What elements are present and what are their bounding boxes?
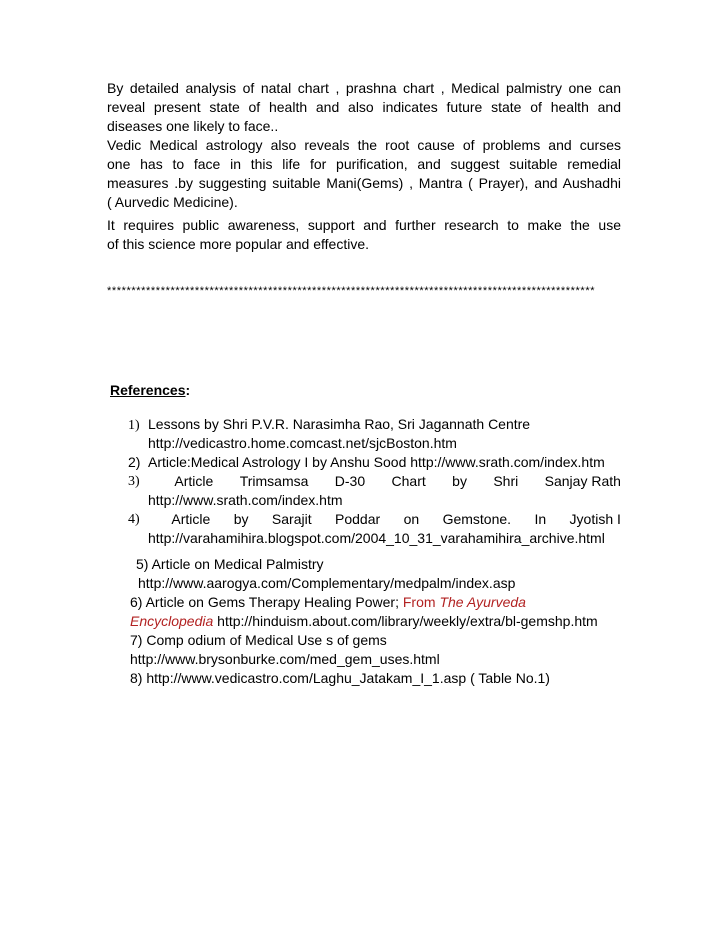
text-line: of this science more popular and effective. (107, 236, 370, 252)
reference-8[interactable]: 8) http://www.vedicastro.com/Laghu_Jatakam_I_1.asp ( Table No.1) (130, 670, 550, 686)
paragraph-1 (107, 79, 621, 212)
text-line: ( Aurvedic Medicine). (107, 194, 238, 210)
paragraph-2 (107, 216, 621, 254)
text-line: diseases one likely to face.. (107, 118, 279, 134)
reference-5: 5) Article on Medical Palmistry (136, 556, 324, 572)
reference-2: 2) Article:Medical Astrology I by Anshu Sood http://www.srath.com/index.htm (128, 454, 605, 470)
reference-6-cont: Encyclopedia http://hinduism.about.com/library/weekly/extra/bl-gemshp.htm (130, 613, 598, 629)
text-line: Vedic Medical astrology also reveals the root cause of problems and curses (107, 137, 621, 153)
text-line: one has to face in this life for purification, and suggest suitable remedial (107, 156, 621, 172)
text-line: By detailed analysis of natal chart , prashna chart , Medical palmistry one can (107, 80, 621, 96)
reference-3: 3) Article Trimsamsa D-30 Chart by Shri Sanjay Rath (128, 473, 621, 489)
reference-3-url[interactable]: http://www.srath.com/index.htm (148, 492, 343, 508)
references-heading: References: (110, 382, 191, 398)
text-line: measures .by suggesting suitable Mani(Gems) , Mantra ( Prayer), and Aushadhi (107, 175, 621, 191)
reference-6: 6) Article on Gems Therapy Healing Power; From The Ayurveda (130, 594, 526, 610)
reference-6-url[interactable]: http://hinduism.about.com/library/weekly/extra/bl-gemshp.htm (213, 613, 598, 629)
reference-1-url[interactable]: http://vedicastro.home.comcast.net/sjcBoston.htm (148, 435, 457, 451)
separator: **************************************************************************************************** (107, 285, 596, 297)
reference-5-url[interactable]: http://www.aarogya.com/Complementary/medpalm/index.asp (138, 575, 516, 591)
text-line: It requires public awareness, support and further research to make the use (107, 217, 621, 233)
reference-4-url[interactable]: http://varahamihira.blogspot.com/2004_10_31_varahamihira_archive.html (148, 530, 605, 546)
reference-7-url[interactable]: http://www.brysonburke.com/med_gem_uses.html (130, 651, 440, 667)
reference-1: 1) Lessons by Shri P.V.R. Narasimha Rao, Sri Jagannath Centre (128, 416, 531, 433)
text-line: reveal present state of health and also indicates future state of health and (107, 99, 621, 115)
reference-7: 7) Comp odium of Medical Use s of gems (130, 632, 387, 648)
reference-4: 4) Article by Sarajit Poddar on Gemstone. In Jyotish I (128, 511, 621, 527)
